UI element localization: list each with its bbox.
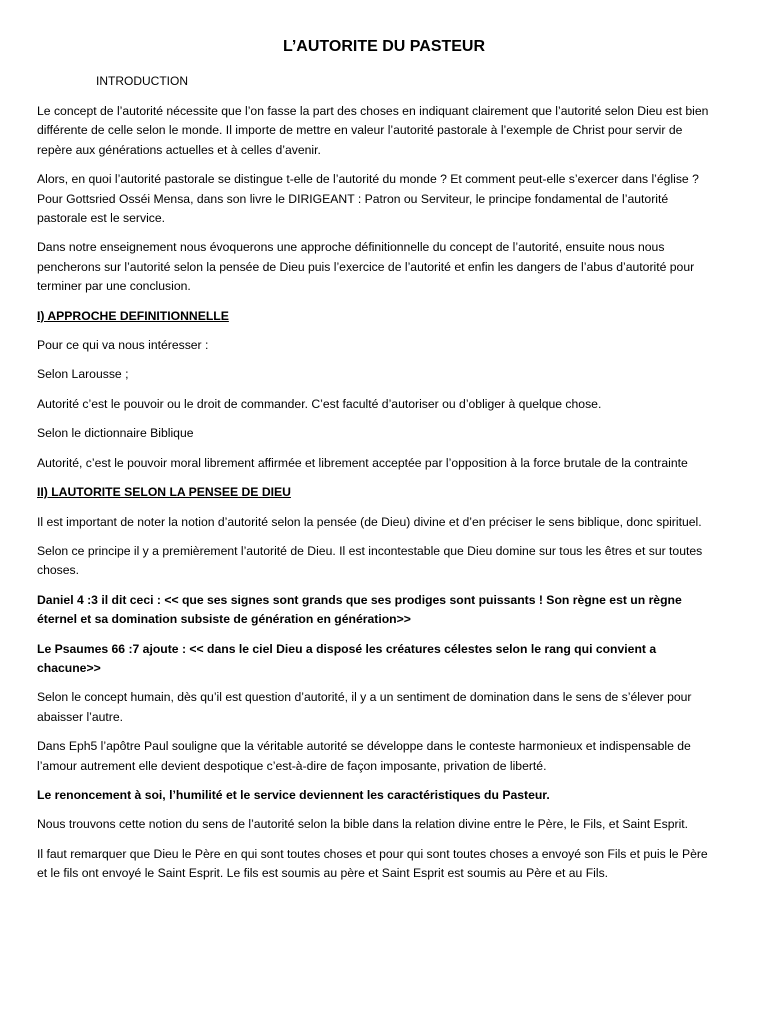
paragraph-pere-fils-esprit: Il faut remarquer que Dieu le Père en qui sont toutes choses et pour qui sont toutes choses a envoyé son Fils et puis le Père et le fils ont envoyé le Saint Esprit. Le fils est soumis au père et Saint Esprit est soumis au Père et au Fils. (37, 846, 708, 881)
paragraph-interesser: Pour ce qui va nous intéresser : (37, 338, 209, 353)
section-heading-pensee-dieu: II) LAUTORITE SELON LA PENSEE DE DIEU (37, 485, 291, 500)
paragraph-dictionnaire: Selon le dictionnaire Biblique (37, 426, 194, 441)
paragraph-notion-autorite: Il est important de noter la notion d’autorité selon la pensée (de Dieu) divine et d’en préciser le sens biblique, donc spirituel. (37, 514, 702, 529)
paragraph-psaumes-quote: Le Psaumes 66 :7 ajoute : << dans le ciel Dieu a disposé les créatures célestes selon le rang qui convient a chacune>> (37, 641, 657, 675)
paragraph-dictionnaire-definition: Autorité, c’est le pouvoir moral librement affirmée et librement acceptée par l’opposition à la force brutale de la contrainte (37, 455, 688, 470)
paragraph-concept-humain: Selon le concept humain, dès qu’il est question d’autorité, il y a un sentiment de domination dans le sens de s’élever pour abaisser l’autre. (37, 690, 692, 724)
paragraph-daniel-quote: Daniel 4 :3 il dit ceci : << que ses signes sont grands que ses prodiges sont puissants ! Son règne est un règne éternel et sa domination subsiste de génération en génération>> (37, 592, 682, 627)
document-title: L’AUTORITE DU PASTEUR (282, 38, 486, 55)
paragraph-autorite-dieu: Selon ce principe il y a premièrement l’autorité de Dieu. Il est incontestable que Dieu domine sur tous les êtres et sur toutes choses. (37, 543, 703, 578)
paragraph-intro-plan: Dans notre enseignement nous évoquerons une approche définitionnelle du concept de l’autorité, ensuite nous nous pencherons sur l’autorité selon la pensée de Dieu puis l’exercice de l’autorité et enfin les dangers de l’abus d’autorité pour terminer par une conclusion. (37, 240, 695, 294)
document-body (37, 102, 717, 894)
paragraph-ephesiens: Dans Eph5 l’apôtre Paul souligne que la véritable autorité se développe dans le conteste harmonieux et indispensable de l’amour autrement elle devient despotique c’est-à-dire de façon imposante, privation de liberté. (37, 739, 691, 773)
introduction-label: INTRODUCTION (96, 74, 188, 88)
section-heading-approche: I) APPROCHE DEFINITIONNELLE (37, 308, 229, 323)
paragraph-intro-question: Alors, en quoi l’autorité pastorale se distingue t-elle de l’autorité du monde ? Et comment peut-elle s’exercer dans l’église ? Pour Gottsried Osséi Mensa, dans son livre le DIRIGEANT : Patron ou Serviteur, le principe fondamental de l’autorité pastorale est le service. (37, 172, 699, 226)
paragraph-relation-divine: Nous trouvons cette notion du sens de l’autorité selon la bible dans la relation divine entre le Père, le Fils, et Saint Esprit. (37, 817, 689, 832)
paragraph-intro-concept: Le concept de l’autorité nécessite que l’on fasse la part des choses en indiquant clairement que l’autorité selon Dieu est bien différente de celle selon le monde. Il importe de mettre en valeur l’autorité pastorale à l’exemple de Christ pour servir de repère aux générations actuelles et à celles d’avenir. (37, 104, 709, 157)
paragraph-renoncement: Le renoncement à soi, l’humilité et le service deviennent les caractéristiques du Pasteur. (37, 787, 550, 802)
paragraph-larousse-definition: Autorité c’est le pouvoir ou le droit de commander. C’est faculté d’autoriser ou d’obliger à quelque chose. (37, 396, 602, 411)
paragraph-larousse: Selon Larousse ; (37, 367, 129, 382)
